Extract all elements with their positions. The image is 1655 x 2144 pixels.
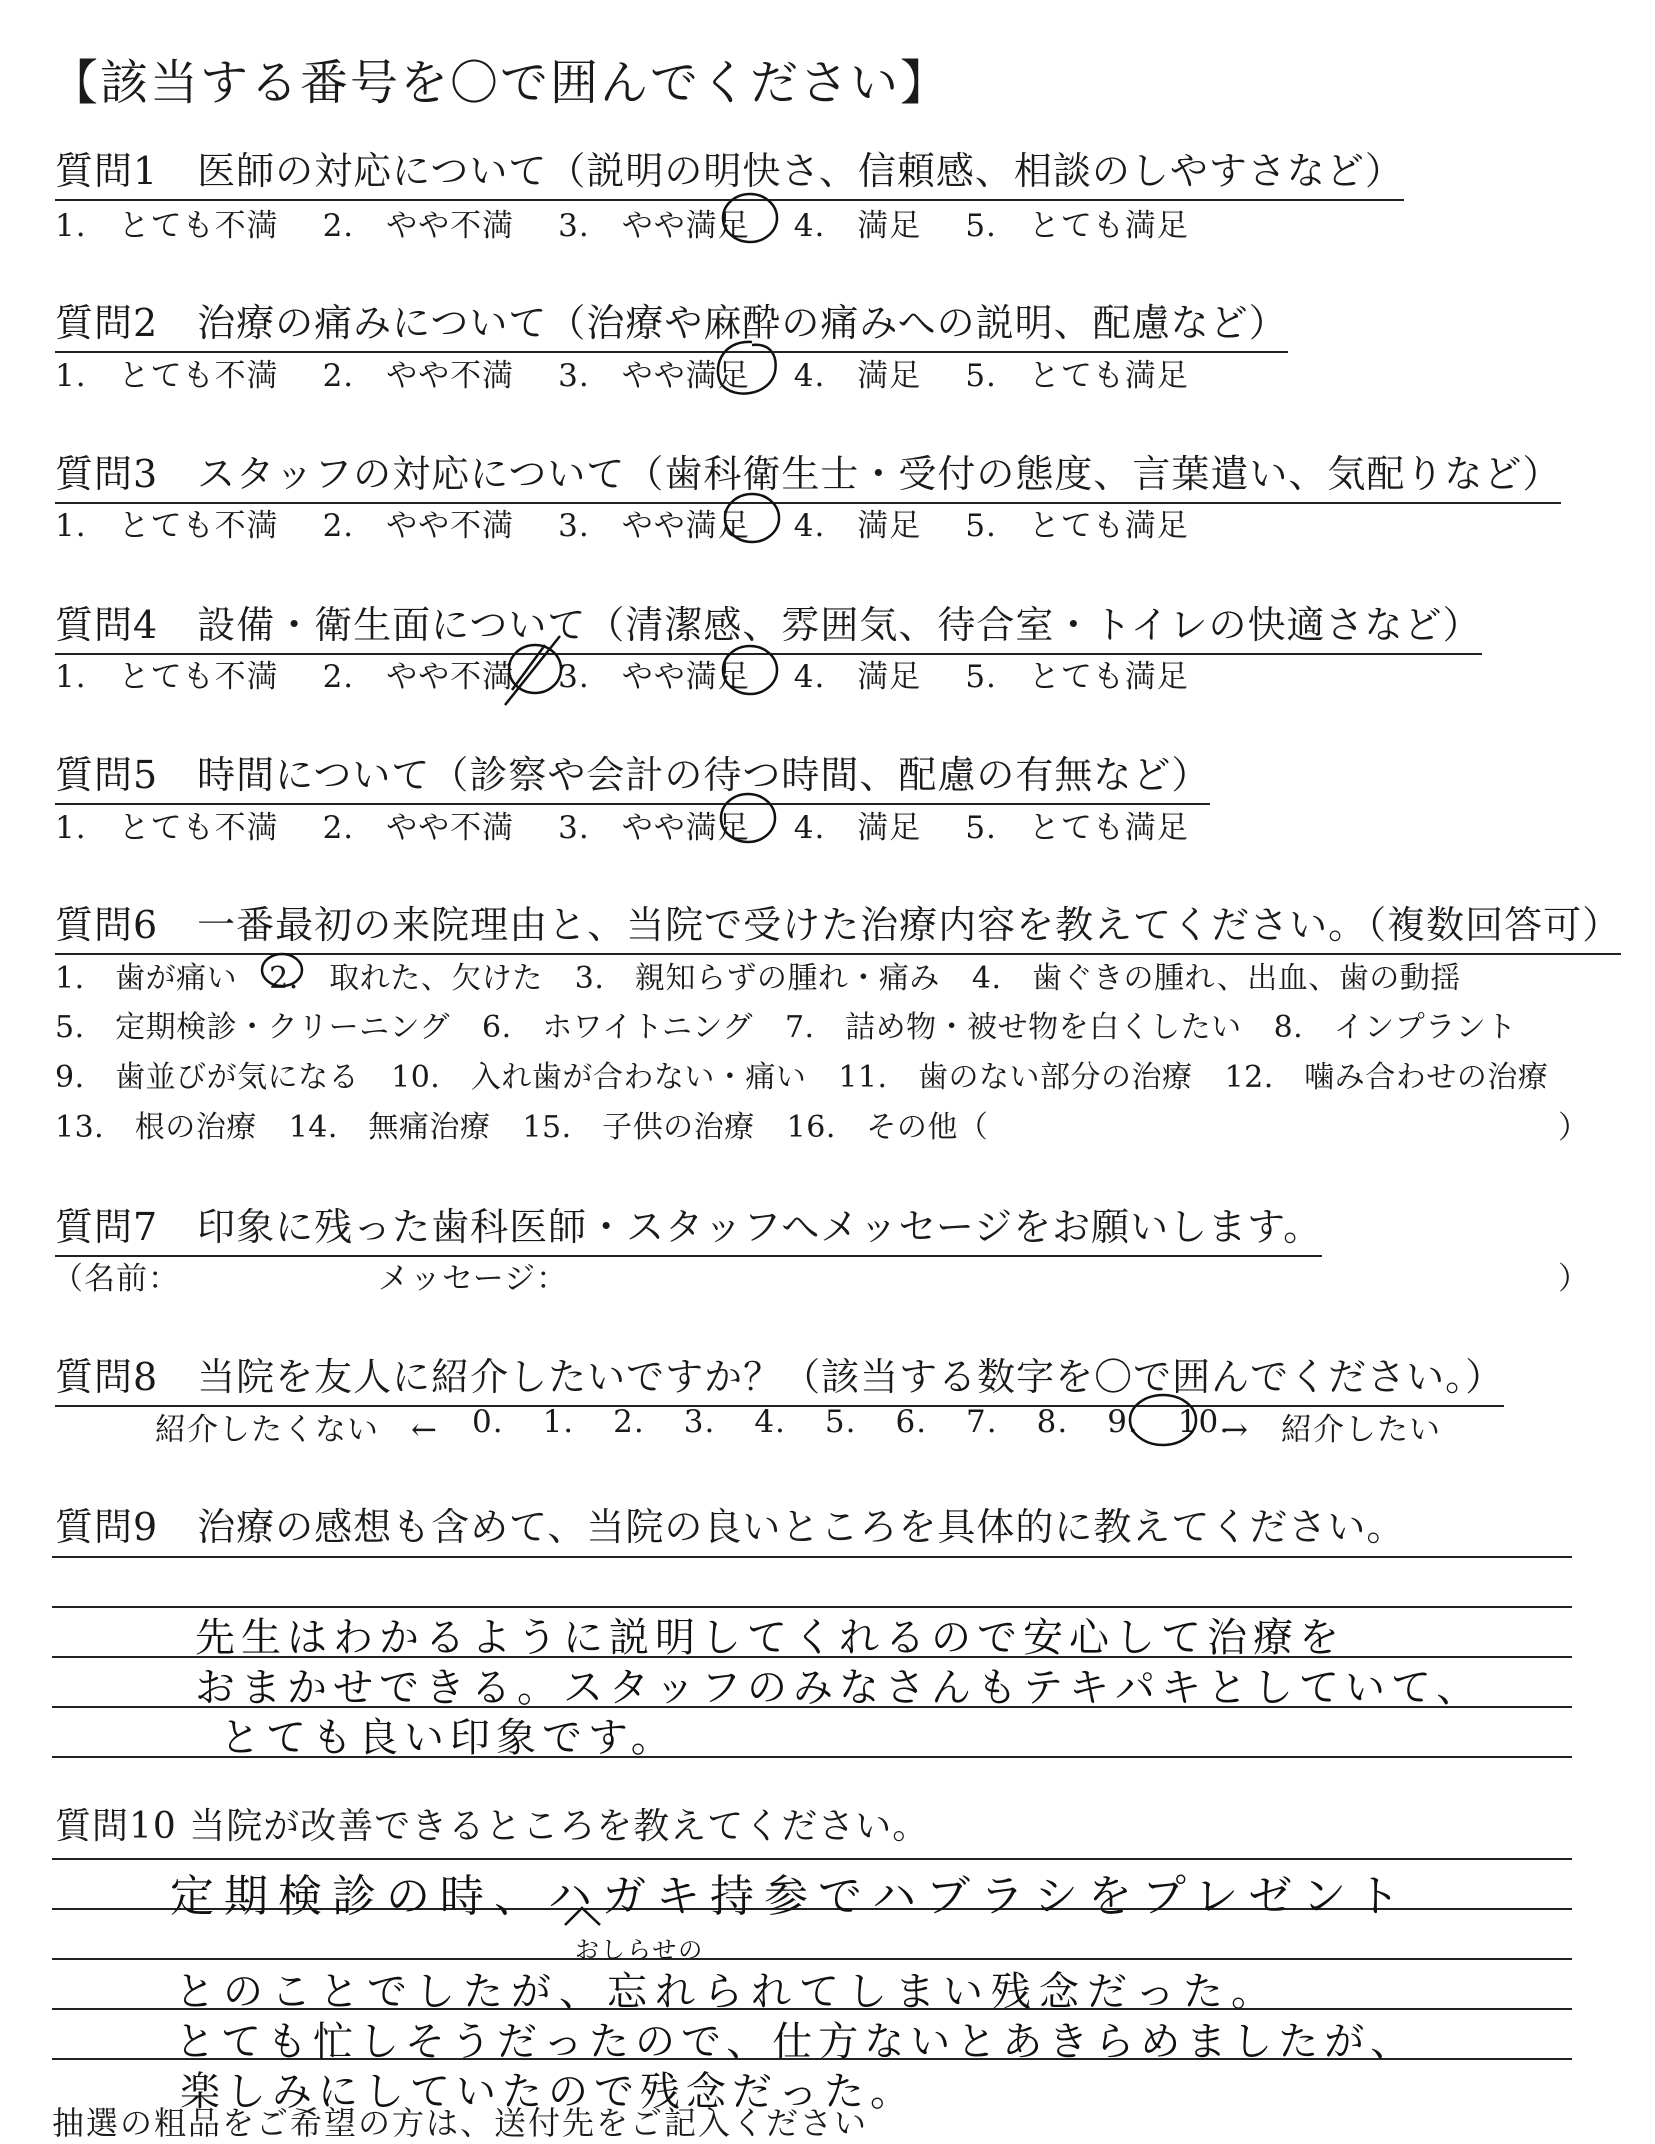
q7-message-label: メッセージ： [378,1261,569,1297]
q9-answer-text-3: とても良い印象です。 [220,1715,677,1761]
q6-option-2[interactable]: 2. 取れた、欠けた [269,961,543,996]
q10-title: 質問10 当院が改善できるところを教えてください。 [55,1806,930,1847]
q3-option-5[interactable]: 5. とても満足 [965,508,1189,544]
q9-answer-text-1: 先生はわかるように説明してくれるので安心して治療を [195,1615,1345,1661]
q2-option-1[interactable]: 1. とても不満 [55,358,279,394]
q1-option-4[interactable]: 4. 満足 [793,208,922,244]
q6-option-1[interactable]: 1. 歯が痛い [55,961,238,996]
q6-option-7[interactable]: 7. 詰め物・被せ物を白くしたい [784,1010,1242,1045]
q6-option-14[interactable]: 14. 無痛治療 [288,1110,491,1145]
q4-option-4[interactable]: 4. 満足 [793,659,922,695]
q10-answer-text-3: とても忙しそうだったので、仕方ないとあきらめましたが、 [175,2019,1417,2065]
q2-option-5[interactable]: 5. とても満足 [965,358,1189,394]
q1-option-1[interactable]: 1. とても不満 [55,208,279,244]
q4-circle-mark [723,646,777,694]
q6-option-13[interactable]: 13. 根の治療 [55,1110,257,1145]
q7-close-paren: ） [1558,1261,1589,1297]
q8-number-2[interactable]: 2. [613,1404,645,1440]
q10-insert-note: おしらせの [575,1936,705,1964]
q5-option-4[interactable]: 4. 満足 [793,810,922,846]
q6-title: 質問6 一番最初の来院理由と、当院で受けた治療内容を教えてください。（複数回答可） [55,894,1621,955]
q2-option-2[interactable]: 2. やや不満 [322,358,515,394]
footer-partial-text: 抽選の粗品をご希望の方は、送付先をご記入ください [52,2104,869,2142]
q5-option-5[interactable]: 5. とても満足 [965,810,1189,846]
q8-circle-mark [1130,1395,1196,1445]
q1-circle-mark [723,194,777,242]
q1-option-5[interactable]: 5. とても満足 [965,208,1189,244]
q2-option-3[interactable]: 3. やや満足 [558,358,750,394]
q5-option-2[interactable]: 2. やや不満 [322,810,515,846]
q6-option-5[interactable]: 5. 定期検診・クリーニング [55,1010,451,1045]
q8-number-6[interactable]: 6. [895,1404,928,1440]
q6-option-11[interactable]: 11. 歯のない部分の治療 [838,1060,1193,1095]
q8-right-label: → 紹介したい [1222,1412,1441,1448]
q6-option-6[interactable]: 6. ホワイトニング [482,1010,753,1045]
q3-title: 質問3 スタッフの対応について（歯科衛生士・受付の態度、言葉遣い、気配りなど） [55,443,1561,504]
q6-option-15[interactable]: 15. 子供の治療 [522,1110,755,1145]
q7-name-label: （名前： [52,1261,180,1297]
q10-answer-text-2: とのことでしたが、忘れられてしまい残念だった。 [175,1969,1279,2015]
q6-option-4[interactable]: 4. 歯ぐきの腫れ、出血、歯の動揺 [971,961,1461,996]
q9-answer-text-2: おまかせできる。スタッフのみなさんもテキパキとしていて、 [195,1665,1483,1711]
q3-circle-mark [725,494,779,542]
q8-number-8[interactable]: 8. [1036,1404,1069,1440]
q3-option-1[interactable]: 1. とても不満 [55,508,279,544]
q6-option-12[interactable]: 12. 噛み合わせの治療 [1224,1060,1549,1095]
q8-number-9[interactable]: 9. [1107,1404,1139,1440]
q1-option-2[interactable]: 2. やや不満 [322,208,515,244]
page-header: 【該当する番号を〇で囲んでください】 [50,55,951,111]
q6-other-close-paren: ） [1558,1110,1589,1146]
q10-answer-text-1: 定期検診の時、ハガキ持参でハブラシをプレゼント [170,1871,1411,1922]
q10-insert-caret [565,1908,600,1925]
q5-circle-mark [721,794,775,842]
q8-number-4[interactable]: 4. [754,1404,786,1440]
q8-title: 質問8 当院を友人に紹介したいですか？（該当する数字を〇で囲んでください。） [55,1346,1504,1407]
q8-number-1[interactable]: 1. [542,1404,575,1440]
q6-circle-mark [262,954,302,986]
q6-option-9[interactable]: 9. 歯並びが気になる [55,1060,360,1095]
q4-option-3[interactable]: 3. やや満足 [558,659,750,695]
q3-option-2[interactable]: 2. やや不満 [322,508,515,544]
q6-option-8[interactable]: 8. インプラント [1273,1010,1517,1045]
q6-option-16[interactable]: 16. その他（ [786,1110,989,1145]
q8-number-7[interactable]: 7. [966,1404,998,1440]
q1-title: 質問1 医師の対応について（説明の明快さ、信頼感、相談のしやすさなど） [55,140,1404,201]
q4-option-5[interactable]: 5. とても満足 [965,659,1189,695]
q5-option-3[interactable]: 3. やや満足 [558,810,750,846]
q9-title: 質問9 治療の感想も含めて、当院の良いところを具体的に教えてください。 [55,1505,1406,1549]
q6-option-3[interactable]: 3. 親知らずの腫れ・痛み [574,961,940,996]
q2-circle-mark [718,342,776,394]
q8-number-10[interactable]: 10. [1177,1404,1231,1440]
q2-option-4[interactable]: 4. 満足 [793,358,922,394]
q8-number-0[interactable]: 0. [472,1404,504,1440]
q5-title: 質問5 時間について（診察や会計の待つ時間、配慮の有無など） [55,744,1210,805]
q3-option-3[interactable]: 3. やや満足 [558,508,750,544]
q4-title: 質問4 設備・衛生面について（清潔感、雰囲気、待合室・トイレの快適さなど） [55,594,1482,655]
q1-option-3[interactable]: 3. やや満足 [558,208,750,244]
q2-title: 質問2 治療の痛みについて（治療や麻酔の痛みへの説明、配慮など） [55,292,1288,353]
q8-number-3[interactable]: 3. [683,1404,716,1440]
q5-option-1[interactable]: 1. とても不満 [55,810,279,846]
q8-left-label: 紹介したくない ← [155,1412,438,1448]
q8-number-5[interactable]: 5. [824,1404,857,1440]
q6-option-10[interactable]: 10. 入れ歯が合わない・痛い [391,1060,807,1095]
q4-option-1[interactable]: 1. とても不満 [55,659,279,695]
q10-answer-text-4: 楽しみにしていたので残念だった。 [180,2069,916,2115]
q3-option-4[interactable]: 4. 満足 [793,508,922,544]
q4-option-2[interactable]: 2. やや不満 [322,659,515,695]
q7-title: 質問7 印象に残った歯科医師・スタッフへメッセージをお願いします。 [55,1196,1322,1257]
